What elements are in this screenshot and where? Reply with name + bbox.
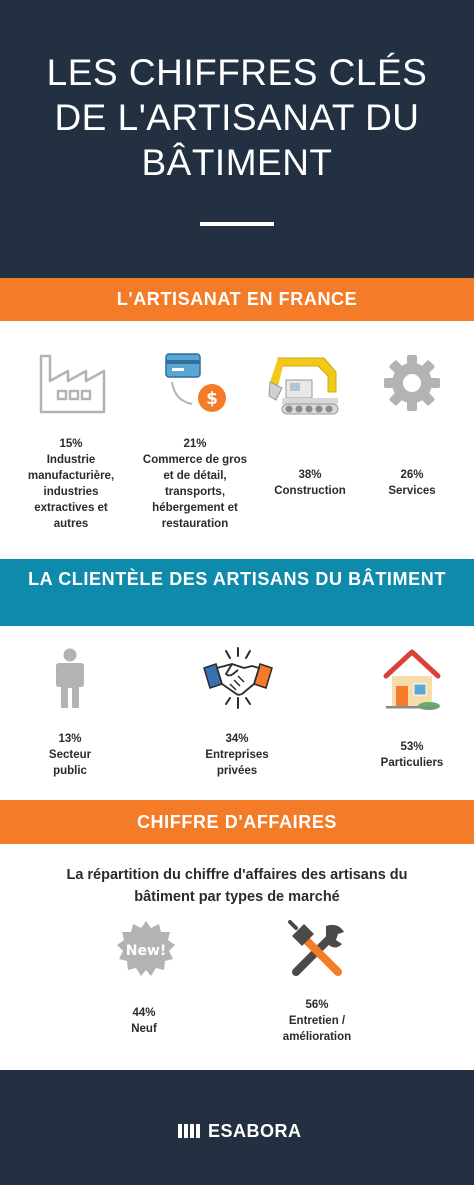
stat-individuals bbox=[362, 739, 462, 771]
person-icon bbox=[54, 648, 86, 710]
brand-name: ESABORA bbox=[208, 1120, 302, 1141]
revenue-subheading: La répartition du chiffre d'affaires des artisans du bâtiment par types de marché bbox=[66, 867, 408, 905]
stat-label: Secteur public bbox=[48, 749, 92, 777]
stat-percent: 15% bbox=[59, 438, 83, 450]
stat-percent: 44% bbox=[132, 1007, 156, 1019]
stat-construction bbox=[260, 467, 360, 499]
svg-text:$: $ bbox=[206, 389, 218, 409]
page-title: LES CHIFFRES CLÉS DE L'ARTISANAT DU BÂTIMENT bbox=[46, 52, 428, 183]
stat-services bbox=[364, 467, 460, 499]
section-heading-revenue: CHIFFRE D'AFFAIRES bbox=[0, 800, 474, 844]
tools-icon bbox=[286, 920, 348, 982]
stat-percent: 38% bbox=[298, 469, 322, 481]
stat-label: Services bbox=[388, 485, 436, 497]
new-badge-icon bbox=[116, 920, 176, 980]
brand-logo bbox=[178, 1120, 302, 1142]
stat-percent: 53% bbox=[400, 741, 424, 753]
stat-label: Industrie manufacturière, industries extractives et autres bbox=[27, 454, 115, 530]
excavator-icon bbox=[268, 352, 342, 416]
stat-label: Entretien / amélioration bbox=[282, 1015, 352, 1043]
factory-icon bbox=[38, 353, 108, 415]
payment-card-icon bbox=[164, 352, 230, 416]
stat-label: Construction bbox=[274, 485, 346, 497]
house-icon bbox=[382, 648, 442, 710]
stat-industry bbox=[20, 436, 122, 532]
stat-label: Neuf bbox=[131, 1023, 157, 1035]
stat-private-companies bbox=[186, 731, 288, 779]
stat-percent: 26% bbox=[400, 469, 424, 481]
stat-maintenance bbox=[262, 997, 372, 1045]
stat-public-sector bbox=[30, 731, 110, 779]
stat-percent: 56% bbox=[305, 999, 329, 1011]
stat-new-build bbox=[104, 1005, 184, 1037]
stat-label: Particuliers bbox=[380, 757, 444, 769]
section-heading-france: L'ARTISANAT EN FRANCE bbox=[0, 278, 474, 321]
stat-percent: 34% bbox=[225, 733, 249, 745]
stat-percent: 13% bbox=[58, 733, 82, 745]
handshake-icon bbox=[202, 646, 274, 710]
gear-icon bbox=[382, 353, 442, 413]
stat-label: Entreprises privées bbox=[205, 749, 269, 777]
new-badge-text: New! bbox=[125, 943, 167, 959]
stat-percent: 21% bbox=[183, 438, 207, 450]
title-divider bbox=[200, 222, 274, 226]
section-heading-clients: LA CLIENTÈLE DES ARTISANS DU BÂTIMENT bbox=[0, 559, 474, 626]
stat-label: Commerce de gros et de détail, transports, hébergement et restauration bbox=[142, 454, 248, 530]
brand-mark-icon bbox=[178, 1124, 204, 1138]
stat-commerce bbox=[142, 436, 248, 532]
